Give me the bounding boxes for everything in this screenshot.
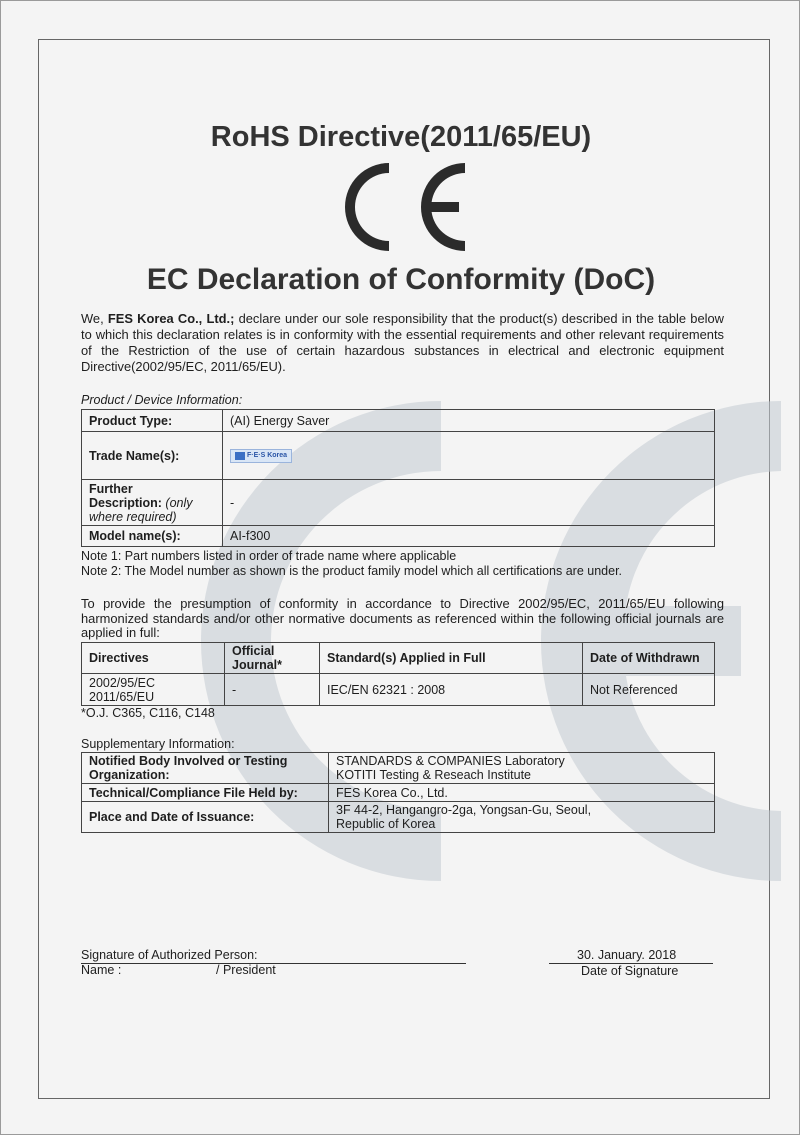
company-name: FES Korea Co., Ltd.; bbox=[107, 311, 235, 326]
directive-values bbox=[82, 674, 225, 706]
fes-logo-icon bbox=[235, 452, 245, 460]
table-row bbox=[82, 802, 715, 833]
journal-header-line2: Journal* bbox=[232, 658, 283, 672]
file-held-value: FES Korea Co., Ltd. bbox=[329, 784, 715, 802]
place-date-label: Place and Date of Issuance: bbox=[82, 802, 329, 833]
notified-value-line2: KOTITI Testing & Reseach Institute bbox=[336, 768, 531, 782]
table-row bbox=[82, 432, 715, 480]
product-type-label: Product Type: bbox=[82, 410, 223, 432]
fes-logo-text: F·E·S Korea bbox=[247, 452, 288, 459]
signature-date: 30. January. 2018 bbox=[577, 948, 677, 962]
journal-footnote: *O.J. C365, C116, C148 bbox=[81, 706, 215, 720]
col-date-withdrawn: Date of Withdrawn bbox=[583, 643, 715, 674]
further-description-label bbox=[82, 480, 223, 526]
directive-2: 2011/65/EU bbox=[89, 689, 155, 704]
product-info-table bbox=[81, 409, 715, 547]
trade-name-label: Trade Name(s): bbox=[82, 432, 223, 480]
place-value-line1: 3F 44-2, Hangangro-2ga, Yongsan-Gu, Seoul, bbox=[336, 803, 592, 817]
further-label-note2: where required) bbox=[89, 509, 177, 524]
further-label-note: (only bbox=[165, 495, 193, 510]
note-2: Note 2: The Model number as shown is the product family model which all certifications are under. bbox=[81, 564, 623, 578]
directive-1: 2002/95/EC bbox=[89, 675, 156, 690]
notified-body-value bbox=[329, 753, 715, 784]
notes-block bbox=[81, 549, 731, 579]
document-title: RoHS Directive(2011/65/EU) bbox=[210, 121, 592, 153]
notified-label-line2: Organization: bbox=[89, 768, 170, 782]
directives-table bbox=[81, 642, 715, 706]
further-label-line1: Further bbox=[89, 481, 133, 496]
table-row bbox=[82, 526, 715, 547]
intro-text: declare under our sole responsibility that the product(s) described in the table below to which this declaration relates is in conformity with the essential requirements and other relevant requirements of the Restriction of the use of certain hazardous substances in electrical and electronic equipment Directive(2002/95/EC, 2011/65/EU). bbox=[81, 311, 724, 374]
declaration-statement bbox=[81, 311, 724, 375]
note-1: Note 1: Part numbers listed in order of trade name where applicable bbox=[81, 549, 457, 563]
journal-header-line1: Official bbox=[232, 644, 275, 658]
intro-lead: We, bbox=[81, 311, 108, 326]
declaration-heading: EC Declaration of Conformity (DoC) bbox=[146, 263, 656, 296]
journal-value: - bbox=[225, 674, 320, 706]
authorized-signature-label: Signature of Authorized Person: bbox=[81, 948, 258, 962]
table-row bbox=[82, 753, 715, 784]
further-description-value: - bbox=[223, 480, 715, 526]
ce-mark-logo bbox=[337, 159, 469, 255]
notified-body-label bbox=[82, 753, 329, 784]
president-role: / President bbox=[216, 963, 276, 977]
model-name-label: Model name(s): bbox=[82, 526, 223, 547]
presumption-paragraph: To provide the presumption of conformity in accordance to Directive 2002/95/EC, 2011/65/EU following harmonized standards and/or other normative documents as referenced within the following official journals are applied in full: bbox=[81, 596, 724, 640]
notified-label-line1: Notified Body Involved or Testing bbox=[89, 754, 288, 768]
product-section-label: Product / Device Information: bbox=[81, 393, 243, 407]
standard-value: IEC/EN 62321 : 2008 bbox=[320, 674, 583, 706]
table-row bbox=[82, 784, 715, 802]
file-held-label: Technical/Compliance File Held by: bbox=[82, 784, 329, 802]
col-official-journal bbox=[225, 643, 320, 674]
supplementary-section-label: Supplementary Information: bbox=[81, 737, 235, 751]
date-of-signature-label: Date of Signature bbox=[581, 964, 679, 978]
fes-korea-logo bbox=[230, 449, 292, 463]
notified-value-line1: STANDARDS & COMPANIES Laboratory bbox=[336, 754, 565, 768]
col-directives: Directives bbox=[82, 643, 225, 674]
model-name-value: AI-f300 bbox=[223, 526, 715, 547]
product-type-value: (AI) Energy Saver bbox=[223, 410, 715, 432]
table-row bbox=[82, 410, 715, 432]
place-date-value bbox=[329, 802, 715, 833]
name-label: Name : bbox=[81, 963, 122, 977]
table-row bbox=[82, 674, 715, 706]
table-header-row bbox=[82, 643, 715, 674]
supplementary-table bbox=[81, 752, 715, 833]
col-standards: Standard(s) Applied in Full bbox=[320, 643, 583, 674]
trade-name-value bbox=[223, 432, 715, 480]
place-value-line2: Republic of Korea bbox=[336, 817, 436, 831]
withdrawn-value: Not Referenced bbox=[583, 674, 715, 706]
further-label-line2: Description: bbox=[89, 495, 162, 510]
table-row bbox=[82, 480, 715, 526]
